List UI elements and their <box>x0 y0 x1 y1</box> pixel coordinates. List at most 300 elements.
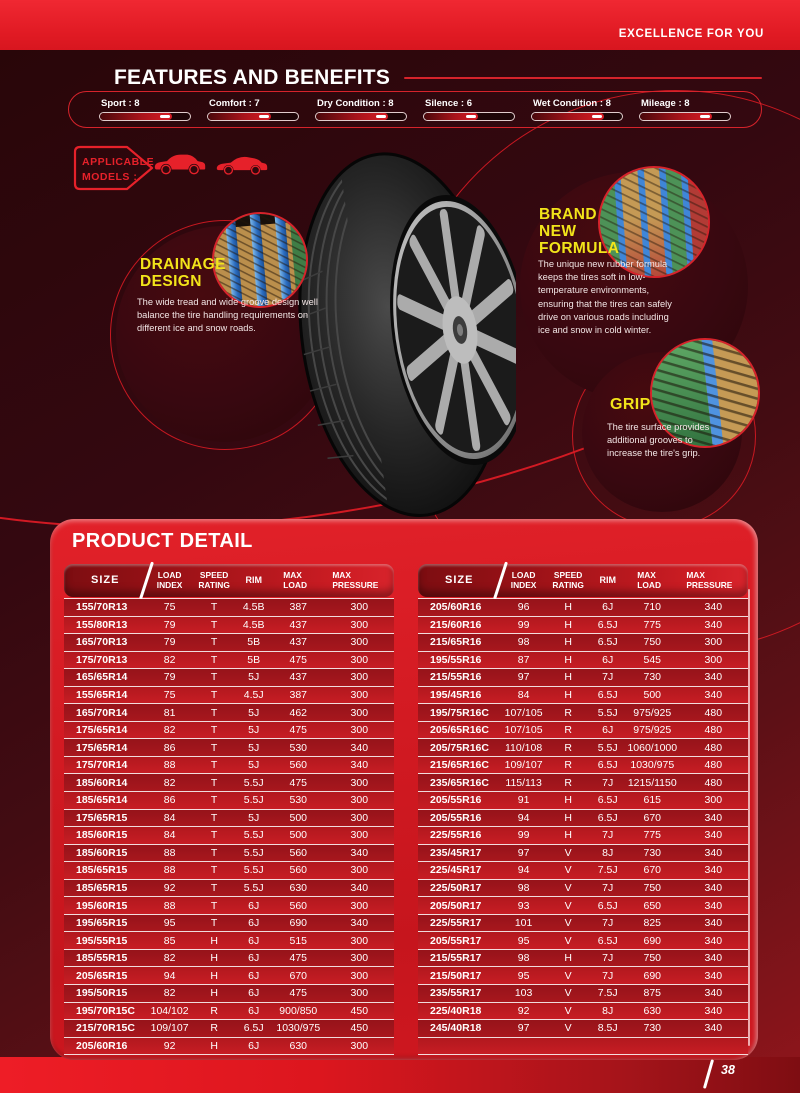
value-cell: 4.5J <box>243 689 264 701</box>
value-cell: T <box>210 759 218 772</box>
feature-rating-bar <box>531 112 623 121</box>
value-cell: 6.5J <box>597 811 618 824</box>
value-cell: 75 <box>163 689 176 701</box>
value-cell: T <box>210 636 218 649</box>
value-cell: H <box>564 952 572 965</box>
left-table <box>64 598 394 1055</box>
table-row <box>64 599 394 617</box>
table-row <box>418 932 748 950</box>
value-cell: H <box>210 987 218 1000</box>
value-cell: 475 <box>289 776 308 789</box>
value-cell: 5J <box>248 811 260 824</box>
value-cell: 300 <box>350 689 369 701</box>
value-cell: 79 <box>163 618 176 631</box>
table-row <box>64 1038 394 1056</box>
value-cell: 107/105 <box>504 706 543 719</box>
value-cell: 5.5J <box>597 741 618 754</box>
value-cell: T <box>210 794 218 807</box>
size-cell: 175/65R14 <box>76 724 128 737</box>
value-cell: 1030/975 <box>630 759 675 772</box>
feature-label: Mileage : 8 <box>641 98 690 109</box>
value-cell: H <box>210 952 218 965</box>
value-cell: 98 <box>517 636 530 649</box>
value-cell: 300 <box>350 829 369 842</box>
table-row <box>418 915 748 933</box>
value-cell: R <box>210 1022 218 1035</box>
value-cell: 6J <box>248 899 260 912</box>
value-cell: 88 <box>163 864 176 877</box>
value-cell: 975/925 <box>633 724 672 737</box>
value-cell: 92 <box>163 882 176 895</box>
value-cell: 750 <box>643 636 662 649</box>
value-cell: 300 <box>704 653 723 666</box>
value-cell: 7J <box>602 952 614 965</box>
table-row <box>64 652 394 670</box>
value-cell: 109/107 <box>150 1022 189 1035</box>
value-cell: T <box>210 671 218 684</box>
size-cell: 155/80R13 <box>76 618 128 631</box>
value-cell: 6J <box>248 987 260 1000</box>
table-row <box>64 915 394 933</box>
value-cell: 88 <box>163 899 176 912</box>
value-cell: 82 <box>163 952 176 965</box>
column-header: LOAD INDEX <box>156 570 183 590</box>
value-cell: V <box>564 882 572 895</box>
size-cell: 205/55R17 <box>430 934 482 947</box>
value-cell: T <box>210 864 218 877</box>
table-row <box>64 827 394 845</box>
value-cell: 5.5J <box>243 846 264 859</box>
bottom-band <box>0 1057 800 1093</box>
value-cell: 300 <box>350 934 369 947</box>
size-cell: 185/60R15 <box>76 829 128 842</box>
value-cell: 300 <box>350 601 369 614</box>
value-cell: H <box>564 689 572 701</box>
table-row <box>418 739 748 757</box>
value-cell: T <box>210 882 218 895</box>
table-row <box>418 985 748 1003</box>
value-cell: 8.5J <box>597 1022 618 1035</box>
column-header: RIM <box>599 575 616 586</box>
value-cell: V <box>564 987 572 1000</box>
size-cell: 215/55R17 <box>430 952 482 965</box>
size-cell: 205/65R16C <box>430 724 489 737</box>
value-cell: 6.5J <box>597 636 618 649</box>
value-cell: 450 <box>350 1022 369 1035</box>
size-cell: 195/65R15 <box>76 917 128 930</box>
feature-rating-fill <box>208 113 271 120</box>
size-cell: 185/65R14 <box>76 794 128 807</box>
feature-rating-bar <box>99 112 191 121</box>
value-cell: 84 <box>163 829 176 842</box>
feature-rating-fill <box>316 113 388 120</box>
table-row <box>418 1038 748 1056</box>
value-cell: T <box>210 741 218 754</box>
value-cell: 7J <box>602 671 614 684</box>
value-cell: 86 <box>163 794 176 807</box>
value-cell: 630 <box>289 1039 308 1052</box>
grip-title: GRIP <box>610 396 651 413</box>
value-cell: 730 <box>643 1022 662 1035</box>
value-cell: 340 <box>704 829 723 842</box>
value-cell: 7.5J <box>597 864 618 877</box>
value-cell: 7J <box>602 969 614 982</box>
value-cell: 7J <box>602 917 614 930</box>
value-cell: 475 <box>289 724 308 737</box>
value-cell: 99 <box>517 618 530 631</box>
value-cell: 730 <box>643 846 662 859</box>
value-cell: 340 <box>704 1022 723 1035</box>
value-cell: 500 <box>289 811 308 824</box>
value-cell: H <box>564 601 572 614</box>
feature-rating-fill <box>532 113 604 120</box>
value-cell: 340 <box>350 846 369 859</box>
value-cell: V <box>564 934 572 947</box>
table-row <box>64 704 394 722</box>
column-header: MAX PRESSURE <box>332 570 379 590</box>
table-row <box>64 985 394 1003</box>
value-cell: 95 <box>517 934 530 947</box>
size-cell: 215/50R17 <box>430 969 482 982</box>
table-row <box>418 950 748 968</box>
applicable-models-label-line1: APPLICABLE <box>82 156 155 168</box>
size-cell: 215/65R16 <box>430 636 482 649</box>
formula-body: The unique new rubber formula keeps the tires soft in low-temperature environments, ensuring that the tires can safely drive on various roads including ice and snow in cold winter. <box>538 259 672 335</box>
value-cell: H <box>564 671 572 684</box>
feature-item <box>531 98 623 121</box>
value-cell: 6J <box>602 653 614 666</box>
value-cell: 900/850 <box>279 1004 318 1017</box>
size-cell: 195/45R16 <box>430 689 482 701</box>
value-cell: 560 <box>289 864 308 877</box>
size-cell: 185/65R15 <box>76 864 128 877</box>
feature-label: Silence : 6 <box>425 98 472 109</box>
value-cell: 670 <box>643 811 662 824</box>
value-cell: T <box>210 846 218 859</box>
size-cell: 185/60R15 <box>76 846 128 859</box>
value-cell: 340 <box>704 882 723 895</box>
value-cell: 6.5J <box>597 759 618 772</box>
value-cell: 5J <box>248 759 260 772</box>
value-cell: 300 <box>350 706 369 719</box>
value-cell: 875 <box>643 987 662 1000</box>
value-cell: 690 <box>643 934 662 947</box>
product-detail-panel <box>50 519 758 1060</box>
value-cell: 79 <box>163 671 176 684</box>
value-cell: 92 <box>517 1004 530 1017</box>
value-cell: 94 <box>163 969 176 982</box>
value-cell: 5.5J <box>243 776 264 789</box>
size-cell: 225/55R17 <box>430 917 482 930</box>
value-cell: T <box>210 811 218 824</box>
brand-slogan: EXCELLENCE FOR YOU <box>618 28 764 40</box>
value-cell: 97 <box>517 671 530 684</box>
value-cell: R <box>564 741 572 754</box>
value-cell: 340 <box>704 934 723 947</box>
value-cell: 480 <box>704 741 723 754</box>
value-cell: 93 <box>517 899 530 912</box>
size-cell: 215/65R16C <box>430 759 489 772</box>
size-cell: 195/55R15 <box>76 934 128 947</box>
value-cell: 825 <box>643 917 662 930</box>
value-cell: 95 <box>517 969 530 982</box>
table-row <box>64 1003 394 1021</box>
column-header: SIZE <box>91 574 120 587</box>
column-header: MAX PRESSURE <box>686 570 733 590</box>
value-cell: R <box>564 759 572 772</box>
table-row <box>418 599 748 617</box>
top-bar <box>0 0 800 50</box>
size-cell: 165/70R14 <box>76 706 128 719</box>
features-title: FEATURES AND BENEFITS <box>114 66 391 89</box>
value-cell: 109/107 <box>504 759 543 772</box>
value-cell: 300 <box>350 811 369 824</box>
table-row <box>64 845 394 863</box>
value-cell: 560 <box>289 899 308 912</box>
table-row <box>418 652 748 670</box>
value-cell: 94 <box>517 811 530 824</box>
value-cell: 75 <box>163 601 176 614</box>
value-cell: 5J <box>248 724 260 737</box>
value-cell: T <box>210 899 218 912</box>
value-cell: 98 <box>517 882 530 895</box>
value-cell: 340 <box>704 846 723 859</box>
value-cell: R <box>564 724 572 737</box>
table-row <box>64 774 394 792</box>
size-cell: 185/65R15 <box>76 882 128 895</box>
value-cell: T <box>210 618 218 631</box>
value-cell: 6J <box>248 917 260 930</box>
value-cell: 88 <box>163 759 176 772</box>
size-cell: 205/60R16 <box>76 1039 128 1052</box>
size-cell: 175/70R14 <box>76 759 128 772</box>
value-cell: 98 <box>517 952 530 965</box>
feature-rating-bar <box>207 112 299 121</box>
drainage-body: The wide tread and wide groove design well balance the tire handling requirements on different ice and snow roads. <box>137 297 318 334</box>
value-cell: 6J <box>248 969 260 982</box>
value-cell: 300 <box>350 864 369 877</box>
value-cell: 450 <box>350 1004 369 1017</box>
table-row <box>64 967 394 985</box>
applicable-models-tag <box>72 144 156 192</box>
table-row <box>418 792 748 810</box>
value-cell: 81 <box>163 706 176 719</box>
value-cell: 92 <box>163 1039 176 1052</box>
value-cell: 475 <box>289 653 308 666</box>
value-cell: H <box>564 618 572 631</box>
table-row <box>418 774 748 792</box>
value-cell: 5J <box>248 741 260 754</box>
value-cell: 690 <box>289 917 308 930</box>
table-row <box>418 862 748 880</box>
column-header: MAX LOAD <box>637 570 661 590</box>
table-header-right <box>418 564 748 597</box>
value-cell: V <box>564 917 572 930</box>
table-row <box>418 757 748 775</box>
value-cell: T <box>210 653 218 666</box>
table-row <box>418 845 748 863</box>
value-cell: H <box>210 969 218 982</box>
value-cell: 462 <box>289 706 308 719</box>
value-cell: 530 <box>289 741 308 754</box>
table-row <box>64 897 394 915</box>
table-row <box>418 897 748 915</box>
value-cell: 300 <box>350 671 369 684</box>
value-cell: 300 <box>350 724 369 737</box>
size-cell: 245/40R18 <box>430 1022 482 1035</box>
value-cell: 480 <box>704 759 723 772</box>
value-cell: 6.5J <box>597 618 618 631</box>
value-cell: 730 <box>643 671 662 684</box>
feature-label: Sport : 8 <box>101 98 140 109</box>
size-cell: 195/70R15C <box>76 1004 135 1017</box>
value-cell: T <box>210 776 218 789</box>
value-cell: 91 <box>517 794 530 807</box>
value-cell: 340 <box>704 811 723 824</box>
size-cell: 185/55R15 <box>76 952 128 965</box>
grip-body: The tire surface provides additional grooves to increase the tire's grip. <box>607 422 710 459</box>
value-cell: 97 <box>517 1022 530 1035</box>
size-cell: 205/60R16 <box>430 601 482 614</box>
size-cell: 215/60R16 <box>430 618 482 631</box>
applicable-models-label-line2: MODELS : <box>82 171 138 183</box>
value-cell: 500 <box>289 829 308 842</box>
size-cell: 205/65R15 <box>76 969 128 982</box>
value-cell: 437 <box>289 671 308 684</box>
value-cell: 6J <box>248 1004 260 1017</box>
table-row <box>418 827 748 845</box>
value-cell: 480 <box>704 776 723 789</box>
size-cell: 205/75R16C <box>430 741 489 754</box>
value-cell: 107/105 <box>504 724 543 737</box>
size-cell: 205/50R17 <box>430 899 482 912</box>
value-cell: 5.5J <box>243 882 264 895</box>
value-cell: 87 <box>517 653 530 666</box>
table-row <box>64 634 394 652</box>
feature-item <box>639 98 731 121</box>
table-row <box>418 967 748 985</box>
size-cell: 195/75R16C <box>430 706 489 719</box>
table-row <box>418 1020 748 1038</box>
value-cell: 615 <box>643 794 662 807</box>
value-cell: 7J <box>602 776 614 789</box>
size-cell: 165/70R13 <box>76 636 128 649</box>
table-header-left <box>64 564 394 597</box>
value-cell: V <box>564 864 572 877</box>
table-row <box>418 669 748 687</box>
value-cell: 300 <box>704 794 723 807</box>
value-cell: 500 <box>643 689 662 701</box>
right-table <box>418 598 748 1055</box>
table-row <box>64 722 394 740</box>
value-cell: 300 <box>350 952 369 965</box>
table-row <box>64 617 394 635</box>
coupe-car-icon <box>214 153 270 176</box>
table-row <box>418 722 748 740</box>
value-cell: 300 <box>350 1039 369 1052</box>
value-cell: 104/102 <box>150 1004 189 1017</box>
value-cell: 630 <box>643 1004 662 1017</box>
value-cell: 94 <box>517 864 530 877</box>
column-header: SPEED RATING <box>552 570 584 590</box>
value-cell: 340 <box>704 899 723 912</box>
value-cell: 480 <box>704 724 723 737</box>
value-cell: 1060/1000 <box>627 741 678 754</box>
table-row <box>64 687 394 705</box>
features-title-row <box>114 66 762 90</box>
value-cell: 560 <box>289 759 308 772</box>
value-cell: 4.5B <box>242 618 265 631</box>
value-cell: 475 <box>289 987 308 1000</box>
value-cell: 6J <box>602 601 614 614</box>
value-cell: 480 <box>704 706 723 719</box>
value-cell: 6J <box>248 1039 260 1052</box>
feature-label: Wet Condition : 8 <box>533 98 611 109</box>
value-cell: 8J <box>602 1004 614 1017</box>
size-cell: 225/40R18 <box>430 1004 482 1017</box>
column-header: RIM <box>245 575 262 586</box>
value-cell: H <box>564 811 572 824</box>
table-row <box>64 792 394 810</box>
value-cell: 5J <box>248 671 260 684</box>
size-cell: 215/70R15C <box>76 1022 135 1035</box>
value-cell: 5B <box>247 636 261 649</box>
value-cell: 4.5B <box>242 601 265 614</box>
table-row <box>64 862 394 880</box>
value-cell: 300 <box>350 653 369 666</box>
value-cell: 85 <box>163 934 176 947</box>
value-cell: 96 <box>517 601 530 614</box>
value-cell: 545 <box>643 653 662 666</box>
value-cell: 86 <box>163 741 176 754</box>
size-cell: 185/60R14 <box>76 776 128 789</box>
feature-label: Dry Condition : 8 <box>317 98 394 109</box>
feature-rating-fill <box>100 113 172 120</box>
value-cell: T <box>210 829 218 842</box>
column-header: SIZE <box>445 574 474 587</box>
value-cell: R <box>564 776 572 789</box>
value-cell: V <box>564 1022 572 1035</box>
feature-item <box>207 98 299 121</box>
value-cell: 1215/1150 <box>627 776 677 789</box>
value-cell: 5J <box>248 706 260 719</box>
value-cell: R <box>210 1004 218 1017</box>
value-cell: 475 <box>289 952 308 965</box>
value-cell: 300 <box>350 776 369 789</box>
value-cell: 340 <box>704 969 723 982</box>
value-cell: 101 <box>514 917 533 930</box>
value-cell: 775 <box>643 829 662 842</box>
value-cell: 630 <box>289 882 308 895</box>
value-cell: 82 <box>163 724 176 737</box>
size-cell: 175/65R15 <box>76 811 128 824</box>
tire-image <box>298 148 516 520</box>
value-cell: 99 <box>517 829 530 842</box>
value-cell: 95 <box>163 917 176 930</box>
value-cell: 775 <box>643 618 662 631</box>
value-cell: H <box>210 934 218 947</box>
table-row <box>418 880 748 898</box>
value-cell: 5.5J <box>243 864 264 877</box>
value-cell: 300 <box>350 987 369 1000</box>
value-cell: V <box>564 1004 572 1017</box>
value-cell: 84 <box>163 811 176 824</box>
sedan-car-icon <box>152 150 208 176</box>
table-row <box>418 687 748 705</box>
value-cell: 5B <box>247 653 261 666</box>
value-cell: 515 <box>289 934 308 947</box>
value-cell: T <box>210 706 218 719</box>
